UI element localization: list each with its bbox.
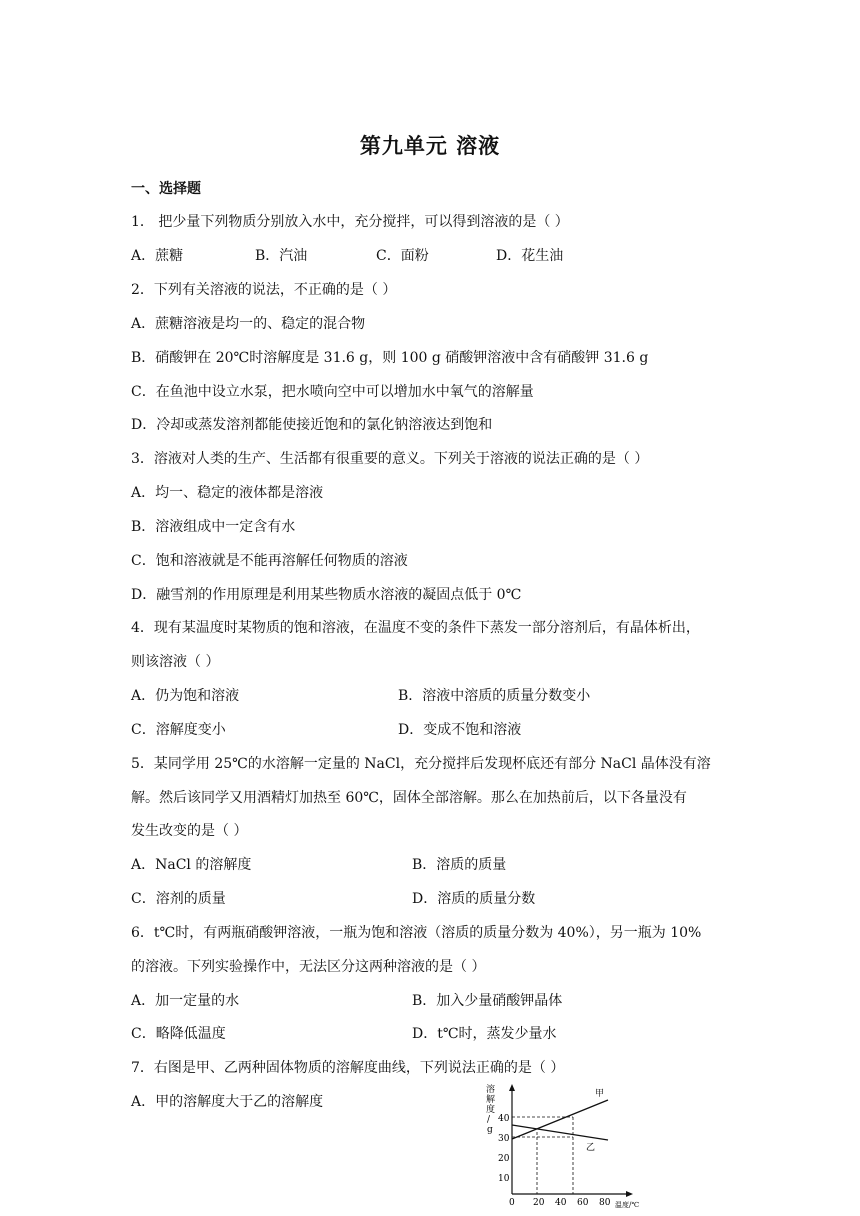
question-3-stem: 3．溶液对人类的生产、生活都有很重要的意义。下列关于溶液的说法正确的是（ ） <box>131 451 649 467</box>
question-2-option-d: D．冷却或蒸发溶剂都能使接近饱和的氯化钠溶液达到饱和 <box>131 417 493 433</box>
curve-yi-label: 乙 <box>586 1143 596 1153</box>
question-5-option-b: B．溶质的质量 <box>412 857 507 873</box>
question-5-option-c: C．溶剂的质量 <box>131 891 226 907</box>
x-tick-60: 60 <box>577 1198 589 1208</box>
question-5-option-d: D．溶质的质量分数 <box>412 891 536 907</box>
page-title: 第九单元 溶液 <box>359 133 501 158</box>
y-axis-label-char-3: 度 <box>486 1105 496 1115</box>
y-axis-label-char-4: / <box>487 1115 491 1125</box>
question-6-option-b: B．加入少量硝酸钾晶体 <box>412 993 563 1009</box>
y-tick-40: 40 <box>498 1114 510 1124</box>
question-4-option-b: B．溶液中溶质的质量分数变小 <box>398 688 591 704</box>
x-axis-arrow <box>626 1191 633 1197</box>
question-2-option-a: A．蔗糖溶液是均一的、稳定的混合物 <box>131 316 366 332</box>
y-tick-10: 10 <box>498 1174 510 1184</box>
x-tick-40: 40 <box>555 1198 567 1208</box>
question-6-stem-line-1: 6．t℃时，有两瓶硝酸钾溶液，一瓶为饱和溶液（溶质的质量分数为 40%），另一瓶为 10% <box>131 925 702 941</box>
question-1-option-d: D．花生油 <box>496 248 564 264</box>
question-4-option-a: A．仍为饱和溶液 <box>131 688 240 704</box>
question-3-option-d: D．融雪剂的作用原理是利用某些物质水溶液的凝固点低于 0℃ <box>131 587 522 603</box>
y-axis-label-char-5: g <box>487 1125 493 1135</box>
y-tick-30: 30 <box>498 1134 510 1144</box>
question-1-stem: 1． 把少量下列物质分别放入水中，充分搅拌，可以得到溶液的是（ ） <box>131 214 569 230</box>
y-axis-label-char-2: 解 <box>486 1095 496 1105</box>
question-4-option-d: D．变成不饱和溶液 <box>398 722 522 738</box>
question-5-stem-line-2: 解。然后该同学又用酒精灯加热至 60℃，固体全部溶解。那么在加热前后，以下各量没有 <box>131 790 687 806</box>
x-axis-label: 温度/℃ <box>615 1201 640 1209</box>
section-heading: 一、选择题 <box>131 181 201 197</box>
x-tick-0: 0 <box>509 1198 515 1208</box>
question-6-stem-line-2: 的溶液。下列实验操作中，无法区分这两种溶液的是（ ） <box>131 959 486 975</box>
question-7-option-a: A．甲的溶解度大于乙的溶解度 <box>131 1094 324 1110</box>
question-1-option-c: C．面粉 <box>376 248 429 264</box>
question-4-option-c: C．溶解度变小 <box>131 722 226 738</box>
question-5-stem-line-1: 5．某同学用 25℃的水溶解一定量的 NaCl，充分搅拌后发现杯底还有部分 NaCl 晶体没有溶 <box>131 756 711 772</box>
y-axis-arrow <box>509 1084 515 1091</box>
x-tick-80: 80 <box>599 1198 611 1208</box>
question-2-stem: 2．下列有关溶液的说法，不正确的是（ ） <box>131 282 397 298</box>
question-6-option-d: D．t℃时，蒸发少量水 <box>412 1026 557 1042</box>
y-axis-label-char-1: 溶 <box>486 1085 496 1095</box>
question-7-stem: 7．右图是甲、乙两种固体物质的溶解度曲线，下列说法正确的是（ ） <box>131 1060 565 1076</box>
question-1-option-b: B．汽油 <box>255 248 308 264</box>
y-tick-20: 20 <box>498 1154 510 1164</box>
question-5-option-a: A．NaCl 的溶解度 <box>131 857 252 873</box>
question-4-stem-line-2: 则该溶液（ ） <box>131 654 220 670</box>
question-6-option-c: C．略降低温度 <box>131 1026 226 1042</box>
solubility-graph <box>478 1080 640 1212</box>
question-1-option-a: A．蔗糖 <box>131 248 184 264</box>
question-2-option-c: C．在鱼池中设立水泵，把水喷向空中可以增加水中氧气的溶解量 <box>131 384 534 400</box>
question-3-option-c: C．饱和溶液就是不能再溶解任何物质的溶液 <box>131 553 408 569</box>
question-2-option-b: B．硝酸钾在 20℃时溶解度是 31.6 g，则 100 g 硝酸钾溶液中含有硝酸钾 31.6 g <box>131 350 649 366</box>
question-3-option-b: B．溶液组成中一定含有水 <box>131 519 296 535</box>
question-6-option-a: A．加一定量的水 <box>131 993 240 1009</box>
question-4-stem-line-1: 4．现有某温度时某物质的饱和溶液，在温度不变的条件下蒸发一部分溶剂后，有晶体析出， <box>131 620 700 636</box>
x-tick-20: 20 <box>533 1198 545 1208</box>
curve-jia-label: 甲 <box>595 1089 605 1099</box>
question-5-stem-line-3: 发生改变的是（ ） <box>131 823 248 839</box>
question-3-option-a: A．均一、稳定的液体都是溶液 <box>131 485 324 501</box>
